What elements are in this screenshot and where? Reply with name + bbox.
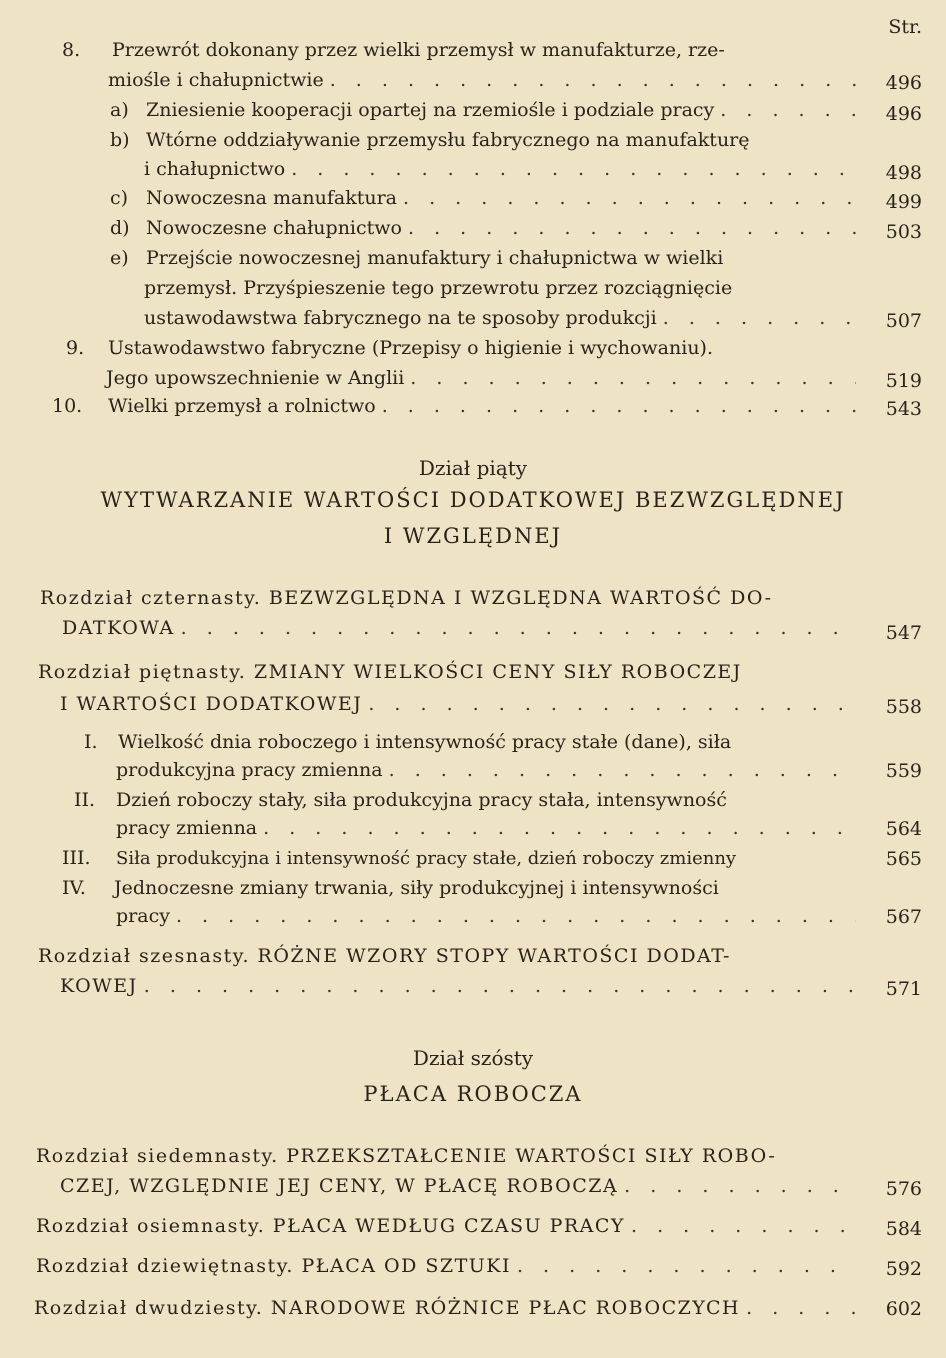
page-number: 519 xyxy=(885,370,922,392)
entry-number: 9. xyxy=(66,337,85,359)
entry-text: Wtórne oddziaływanie przemysłu fabrycznego na manufakturę xyxy=(146,129,750,151)
leader-dots xyxy=(291,155,856,184)
entry-text: ustawodawstwa fabrycznego na te sposoby produkcji xyxy=(144,307,657,329)
entry-text: pracy zmienna xyxy=(116,817,258,839)
leader-dots xyxy=(408,214,856,243)
leader-dots xyxy=(330,66,856,95)
page-number: 558 xyxy=(885,696,922,718)
leader-dots xyxy=(403,184,856,213)
leader-dots xyxy=(720,96,856,125)
chapter-title: CZEJ, WZGLĘDNIE JEJ CENY, W PŁACĘ ROBOCZĄ xyxy=(60,1175,619,1197)
entry-text: przemysł. Przyśpieszenie tego przewrotu przez rozciągnięcie xyxy=(144,277,733,299)
entry-number: b) xyxy=(110,129,130,151)
chapter-title: Rozdział dwudziesty. NARODOWE RÓŻNICE PŁAC ROBOCZYCH xyxy=(34,1297,741,1319)
leader-dots xyxy=(176,902,856,931)
entry-text: pracy xyxy=(116,905,170,927)
leader-dots xyxy=(746,1294,856,1323)
page-number: 565 xyxy=(885,848,922,870)
leader-dots xyxy=(263,814,856,843)
chapter-title: Rozdział dziewiętnasty. PŁACA OD SZTUKI xyxy=(36,1255,511,1277)
chapter-title: I WARTOŚCI DODATKOWEJ xyxy=(60,693,363,715)
leader-dots xyxy=(624,1172,856,1201)
page-number: 564 xyxy=(885,818,922,840)
leader-dots xyxy=(663,304,856,333)
entry-number: I. xyxy=(84,731,98,753)
entry-number: a) xyxy=(110,99,129,121)
entry-text: produkcyjna pracy zmienna xyxy=(116,759,383,781)
entry-text: Jednoczesne zmiany trwania, siły produkcyjnej i intensywności xyxy=(114,877,719,899)
section-title: WYTWARZANIE WARTOŚCI DODATKOWEJ BEZWZGLĘDNEJ xyxy=(100,488,846,512)
leader-dots xyxy=(368,690,856,719)
entry-text: miośle i chałupnictwie xyxy=(108,69,324,91)
page-number: 592 xyxy=(885,1258,922,1280)
entry-text: Wielki przemysł a rolnictwo xyxy=(108,395,376,417)
page-number: 571 xyxy=(885,978,922,1000)
leader-dots xyxy=(631,1212,856,1241)
entry-number: c) xyxy=(110,187,129,209)
entry-text: Nowoczesne chałupnictwo xyxy=(146,217,402,239)
leader-dots xyxy=(517,1252,856,1281)
entry-number: 8. xyxy=(62,39,81,61)
chapter-title: Rozdział szesnasty. RÓŻNE WZORY STOPY WARTOŚCI DODAT- xyxy=(38,945,731,967)
entry-text: Zniesienie kooperacji opartej na rzemiośle i podziale pracy xyxy=(146,99,715,121)
entry-text: Przewrót dokonany przez wielki przemysł w manufakturze, rze- xyxy=(112,39,725,61)
page-number: 584 xyxy=(885,1218,922,1240)
leader-dots xyxy=(389,756,856,785)
entry-number: IV. xyxy=(62,877,86,899)
chapter-title: KOWEJ xyxy=(60,975,138,997)
pages-column-label: Str. xyxy=(888,16,922,38)
chapter-title: DATKOWA xyxy=(62,617,175,639)
entry-text: Dzień roboczy stały, siła produkcyjna pracy stała, intensywność xyxy=(116,789,727,811)
section-label: Dział szósty xyxy=(412,1046,534,1070)
page-number: 602 xyxy=(885,1298,922,1320)
entry-text: Wielkość dnia roboczego i intensywność pracy stałe (dane), siła xyxy=(118,731,732,753)
chapter-title: Rozdział czternasty. BEZWZGLĘDNA I WZGLĘDNA WARTOŚĆ DO- xyxy=(40,587,773,609)
entry-text: Jego upowszechnienie w Anglii xyxy=(106,367,405,389)
leader-dots xyxy=(410,364,856,393)
entry-text: Siła produkcyjna i intensywność pracy stałe, dzień roboczy zmienny xyxy=(116,848,737,869)
chapter-title: Rozdział osiemnasty. PŁACA WEDŁUG CZASU PRACY xyxy=(36,1215,625,1237)
entry-text: Ustawodawstwo fabryczne (Przepisy o higienie i wychowaniu). xyxy=(108,337,714,359)
page-number: 543 xyxy=(885,398,922,420)
page-number: 567 xyxy=(885,906,922,928)
page-number: 496 xyxy=(885,103,922,125)
section-title: PŁACA ROBOCZA xyxy=(363,1082,583,1106)
page-number: 507 xyxy=(885,310,922,332)
entry-text: Nowoczesna manufaktura xyxy=(146,187,397,209)
leader-dots xyxy=(181,614,856,643)
entry-text: Przejście nowoczesnej manufaktury i chałupnictwa w wielki xyxy=(146,247,724,269)
entry-number: II. xyxy=(74,789,96,811)
page-number: 503 xyxy=(885,221,922,243)
page-number: 496 xyxy=(885,72,922,94)
page-number: 547 xyxy=(885,622,922,644)
chapter-title: Rozdział siedemnasty. PRZEKSZTAŁCENIE WARTOŚCI SIŁY ROBO- xyxy=(36,1145,777,1167)
leader-dots xyxy=(382,392,856,421)
entry-number: 10. xyxy=(52,395,83,417)
page-number: 499 xyxy=(885,191,922,213)
entry-text: i chałupnictwo xyxy=(144,158,286,180)
entry-number: d) xyxy=(110,217,130,239)
section-label: Dział piąty xyxy=(418,456,528,480)
page-number: 559 xyxy=(885,760,922,782)
page-number: 498 xyxy=(885,162,922,184)
section-title-continued: I WZGLĘDNEJ xyxy=(383,524,563,548)
chapter-title: Rozdział piętnasty. ZMIANY WIELKOŚCI CENY SIŁY ROBOCZEJ xyxy=(38,661,742,683)
entry-number: III. xyxy=(62,847,91,869)
entry-number: e) xyxy=(110,247,129,269)
page-number: 576 xyxy=(885,1178,922,1200)
leader-dots xyxy=(144,972,856,1001)
